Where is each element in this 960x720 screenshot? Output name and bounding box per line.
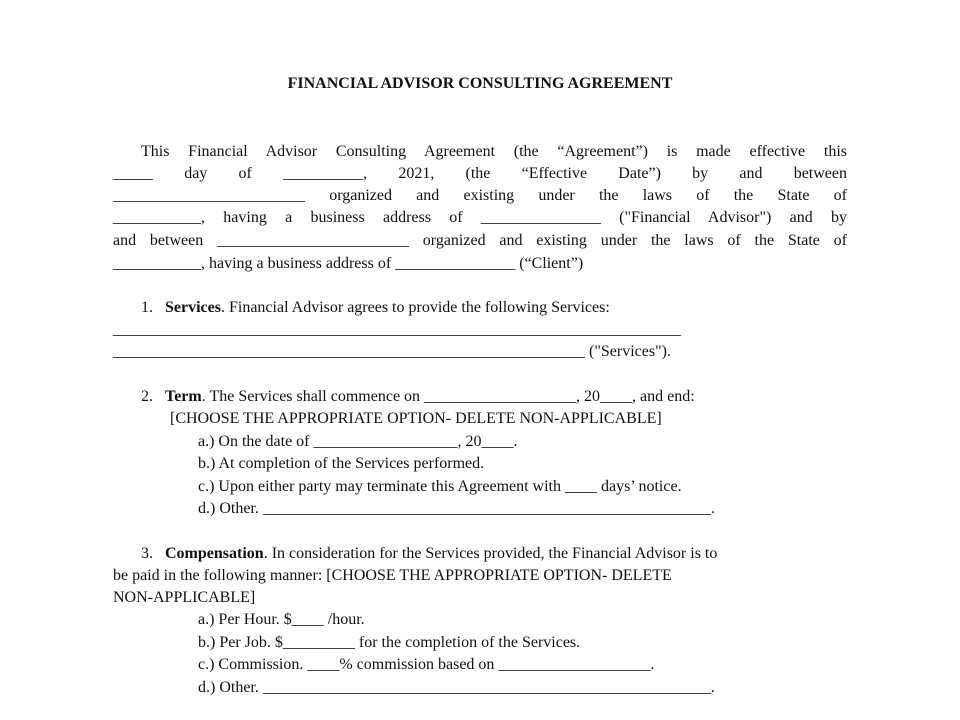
services-text: . Financial Advisor agrees to provide the following Services: xyxy=(220,299,610,316)
compensation-text: . In consideration for the Services provided, the Financial Advisor is to xyxy=(263,545,718,562)
term-option-c: c.) Upon either party may terminate this Agreement with ____ days’ notice. xyxy=(198,478,682,495)
intro-line-1: This Financial Advisor Consulting Agreement (the “Agreement”) is made effective this xyxy=(141,143,847,160)
compensation-line-2: be paid in the following manner: [CHOOSE THE APPROPRIATE OPTION- DELETE xyxy=(113,567,672,584)
term-heading: Term xyxy=(165,388,202,405)
compensation-option-b: b.) Per Job. $_________ for the completion of the Services. xyxy=(198,634,581,651)
term-num: 2. xyxy=(141,388,153,405)
compensation-option-a: a.) Per Hour. $____ /hour. xyxy=(198,611,365,628)
term-choose-instruction: [CHOOSE THE APPROPRIATE OPTION- DELETE NON-APPLICABLE] xyxy=(170,410,662,427)
intro-line-3: ________________________ organized and existing under the laws of the State of xyxy=(113,187,847,204)
document-title: FINANCIAL ADVISOR CONSULTING AGREEMENT xyxy=(287,75,673,92)
services-blank-line-2: ___________________________________________________________ ("Services"). xyxy=(113,343,671,360)
compensation-heading: Compensation xyxy=(165,545,264,562)
services-num: 1. xyxy=(141,299,153,316)
compensation-section-heading xyxy=(141,543,717,565)
intro-line-5: and between ________________________ organized and existing under the laws of the State of xyxy=(113,232,847,249)
services-heading: Services xyxy=(165,299,221,316)
compensation-option-d: d.) Other. ________________________________________________________. xyxy=(198,679,715,696)
intro-line-4: ___________, having a business address of _______________ ("Financial Advisor") and by xyxy=(113,209,847,226)
term-option-a: a.) On the date of __________________, 20____. xyxy=(198,433,518,450)
term-text: . The Services shall commence on ___________________, 20____, and end: xyxy=(201,388,695,405)
intro-line-2: _____ day of __________, 2021, (the “Effective Date”) by and between xyxy=(113,165,847,182)
compensation-num: 3. xyxy=(141,545,153,562)
services-section-heading xyxy=(141,297,610,319)
compensation-option-c: c.) Commission. ____% commission based on ___________________. xyxy=(198,656,655,673)
term-option-b: b.) At completion of the Services performed. xyxy=(198,455,485,472)
term-section-heading xyxy=(141,386,695,408)
compensation-line-3: NON-APPLICABLE] xyxy=(113,589,256,606)
services-blank-line-1: _______________________________________________________________________ xyxy=(113,321,681,338)
term-option-d: d.) Other. ________________________________________________________. xyxy=(198,500,715,517)
intro-line-6: ___________, having a business address of _______________ (“Client”) xyxy=(113,255,584,272)
